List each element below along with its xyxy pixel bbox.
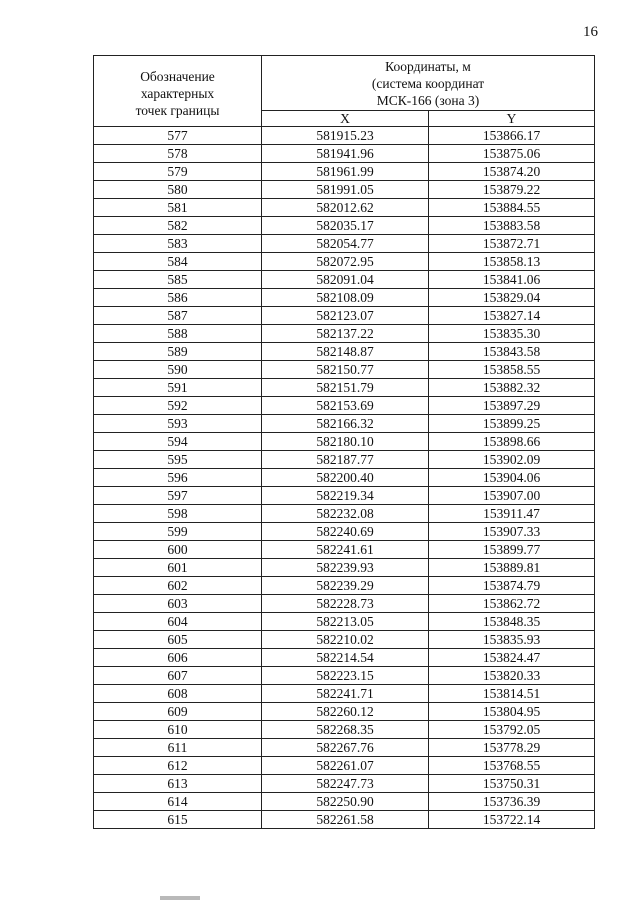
y-coordinate-cell: 153858.13 [429,253,595,271]
y-coordinate-cell: 153899.25 [429,415,595,433]
table-row [94,433,595,451]
y-coordinate-cell: 153907.33 [429,523,595,541]
y-coordinate-cell: 153897.29 [429,397,595,415]
y-coordinate-cell: 153889.81 [429,559,595,577]
table-row [94,541,595,559]
y-coordinate-cell: 153902.09 [429,451,595,469]
x-coordinate-cell: 582223.15 [262,667,429,685]
table-row [94,793,595,811]
table-row [94,451,595,469]
y-coordinate-cell: 153884.55 [429,199,595,217]
header-row-top [94,56,595,111]
table-row [94,595,595,613]
x-coordinate-cell: 582148.87 [262,343,429,361]
point-id-cell: 602 [94,577,262,595]
table-row [94,739,595,757]
table-row [94,649,595,667]
x-coordinate-cell: 582123.07 [262,307,429,325]
table-row [94,127,595,145]
x-coordinate-cell: 582240.69 [262,523,429,541]
x-coordinate-cell: 582035.17 [262,217,429,235]
point-id-cell: 588 [94,325,262,343]
y-coordinate-cell: 153858.55 [429,361,595,379]
x-column-header: X [262,111,429,127]
x-coordinate-cell: 582267.76 [262,739,429,757]
x-coordinate-cell: 582239.93 [262,559,429,577]
table-row [94,577,595,595]
table-row [94,343,595,361]
table-row [94,775,595,793]
coordinates-header-line-3: МСК-166 (зона 3) [376,92,480,108]
table-row [94,289,595,307]
point-id-cell: 581 [94,199,262,217]
point-id-cell: 598 [94,505,262,523]
x-coordinate-cell: 582213.05 [262,613,429,631]
x-coordinate-cell: 582228.73 [262,595,429,613]
x-coordinate-cell: 582072.95 [262,253,429,271]
point-id-cell: 608 [94,685,262,703]
point-label-header-line-3: точек границы [135,102,220,118]
point-id-cell: 577 [94,127,262,145]
x-coordinate-cell: 582247.73 [262,775,429,793]
y-coordinate-cell: 153841.06 [429,271,595,289]
y-coordinate-cell: 153875.06 [429,145,595,163]
point-id-cell: 614 [94,793,262,811]
x-coordinate-cell: 582239.29 [262,577,429,595]
table-row [94,703,595,721]
point-id-cell: 605 [94,631,262,649]
y-coordinate-cell: 153829.04 [429,289,595,307]
point-id-cell: 593 [94,415,262,433]
x-coordinate-cell: 582151.79 [262,379,429,397]
y-coordinate-cell: 153820.33 [429,667,595,685]
x-coordinate-cell: 582180.10 [262,433,429,451]
x-coordinate-cell: 582012.62 [262,199,429,217]
point-id-cell: 606 [94,649,262,667]
point-id-cell: 611 [94,739,262,757]
table-row [94,397,595,415]
table-row [94,469,595,487]
point-id-cell: 585 [94,271,262,289]
x-coordinate-cell: 581961.99 [262,163,429,181]
point-id-cell: 596 [94,469,262,487]
point-id-cell: 590 [94,361,262,379]
x-coordinate-cell: 582261.58 [262,811,429,829]
table-row [94,811,595,829]
y-coordinate-cell: 153827.14 [429,307,595,325]
x-coordinate-cell: 582260.12 [262,703,429,721]
point-id-cell: 592 [94,397,262,415]
point-id-cell: 580 [94,181,262,199]
y-coordinate-cell: 153736.39 [429,793,595,811]
point-id-cell: 578 [94,145,262,163]
x-coordinate-cell: 582108.09 [262,289,429,307]
y-coordinate-cell: 153862.72 [429,595,595,613]
point-id-cell: 597 [94,487,262,505]
table-body [94,127,595,829]
y-coordinate-cell: 153899.77 [429,541,595,559]
point-id-cell: 579 [94,163,262,181]
table-row [94,415,595,433]
table-row [94,163,595,181]
x-coordinate-cell: 582214.54 [262,649,429,667]
y-coordinate-cell: 153874.79 [429,577,595,595]
x-coordinate-cell: 582261.07 [262,757,429,775]
table-row [94,145,595,163]
table-row [94,613,595,631]
y-coordinate-cell: 153907.00 [429,487,595,505]
coordinates-header-line-1: Координаты, м [385,58,471,74]
y-coordinate-cell: 153866.17 [429,127,595,145]
table-row [94,559,595,577]
x-coordinate-cell: 582241.61 [262,541,429,559]
y-coordinate-cell: 153879.22 [429,181,595,199]
y-coordinate-cell: 153904.06 [429,469,595,487]
y-coordinate-cell: 153883.58 [429,217,595,235]
y-coordinate-cell: 153898.66 [429,433,595,451]
point-id-cell: 603 [94,595,262,613]
y-coordinate-cell: 153911.47 [429,505,595,523]
x-coordinate-cell: 582210.02 [262,631,429,649]
x-coordinate-cell: 582241.71 [262,685,429,703]
point-id-cell: 589 [94,343,262,361]
point-id-cell: 594 [94,433,262,451]
x-coordinate-cell: 582250.90 [262,793,429,811]
table-row [94,307,595,325]
y-coordinate-cell: 153824.47 [429,649,595,667]
point-id-cell: 595 [94,451,262,469]
table-row [94,757,595,775]
x-coordinate-cell: 581991.05 [262,181,429,199]
y-coordinate-cell: 153874.20 [429,163,595,181]
y-coordinate-cell: 153835.93 [429,631,595,649]
x-coordinate-cell: 582187.77 [262,451,429,469]
y-coordinate-cell: 153792.05 [429,721,595,739]
point-id-cell: 586 [94,289,262,307]
point-label-header-line-2: характерных [140,85,215,101]
point-id-cell: 612 [94,757,262,775]
y-coordinate-cell: 153804.95 [429,703,595,721]
point-id-cell: 609 [94,703,262,721]
y-coordinate-cell: 153835.30 [429,325,595,343]
table-row [94,631,595,649]
point-id-cell: 584 [94,253,262,271]
y-coordinate-cell: 153750.31 [429,775,595,793]
y-coordinate-cell: 153872.71 [429,235,595,253]
x-coordinate-cell: 582150.77 [262,361,429,379]
point-id-cell: 610 [94,721,262,739]
point-id-cell: 583 [94,235,262,253]
x-coordinate-cell: 582054.77 [262,235,429,253]
point-id-cell: 607 [94,667,262,685]
table-row [94,379,595,397]
table-row [94,487,595,505]
table-row [94,271,595,289]
y-column-header: Y [429,111,595,127]
point-id-cell: 600 [94,541,262,559]
y-coordinate-cell: 153814.51 [429,685,595,703]
point-id-cell: 599 [94,523,262,541]
table-row [94,523,595,541]
point-id-cell: 591 [94,379,262,397]
table-row [94,217,595,235]
table-row [94,235,595,253]
y-coordinate-cell: 153722.14 [429,811,595,829]
table-row [94,361,595,379]
x-coordinate-cell: 582268.35 [262,721,429,739]
x-coordinate-cell: 582153.69 [262,397,429,415]
table-row [94,199,595,217]
x-coordinate-cell: 582200.40 [262,469,429,487]
page-number: 16 [583,24,598,40]
table-row [94,181,595,199]
x-coordinate-cell: 582137.22 [262,325,429,343]
point-id-cell: 582 [94,217,262,235]
table-row [94,325,595,343]
coordinates-group-header [262,56,595,111]
y-coordinate-cell: 153848.35 [429,613,595,631]
point-id-cell: 604 [94,613,262,631]
table-row [94,505,595,523]
coordinates-table [93,55,595,829]
point-label-header-line-1: Обозначение [140,68,215,84]
x-coordinate-cell: 582166.32 [262,415,429,433]
table-row [94,721,595,739]
point-id-cell: 587 [94,307,262,325]
x-coordinate-cell: 582219.34 [262,487,429,505]
y-coordinate-cell: 153768.55 [429,757,595,775]
x-coordinate-cell: 581915.23 [262,127,429,145]
point-id-cell: 615 [94,811,262,829]
y-coordinate-cell: 153882.32 [429,379,595,397]
y-coordinate-cell: 153778.29 [429,739,595,757]
table-header [94,56,595,127]
table-row [94,667,595,685]
coordinates-header-line-2: (система координат [371,75,485,91]
point-label-header [94,56,262,127]
table-row [94,685,595,703]
point-id-cell: 613 [94,775,262,793]
x-coordinate-cell: 582232.08 [262,505,429,523]
table-row [94,253,595,271]
y-coordinate-cell: 153843.58 [429,343,595,361]
point-id-cell: 601 [94,559,262,577]
x-coordinate-cell: 581941.96 [262,145,429,163]
x-coordinate-cell: 582091.04 [262,271,429,289]
scan-artifact [160,896,200,900]
